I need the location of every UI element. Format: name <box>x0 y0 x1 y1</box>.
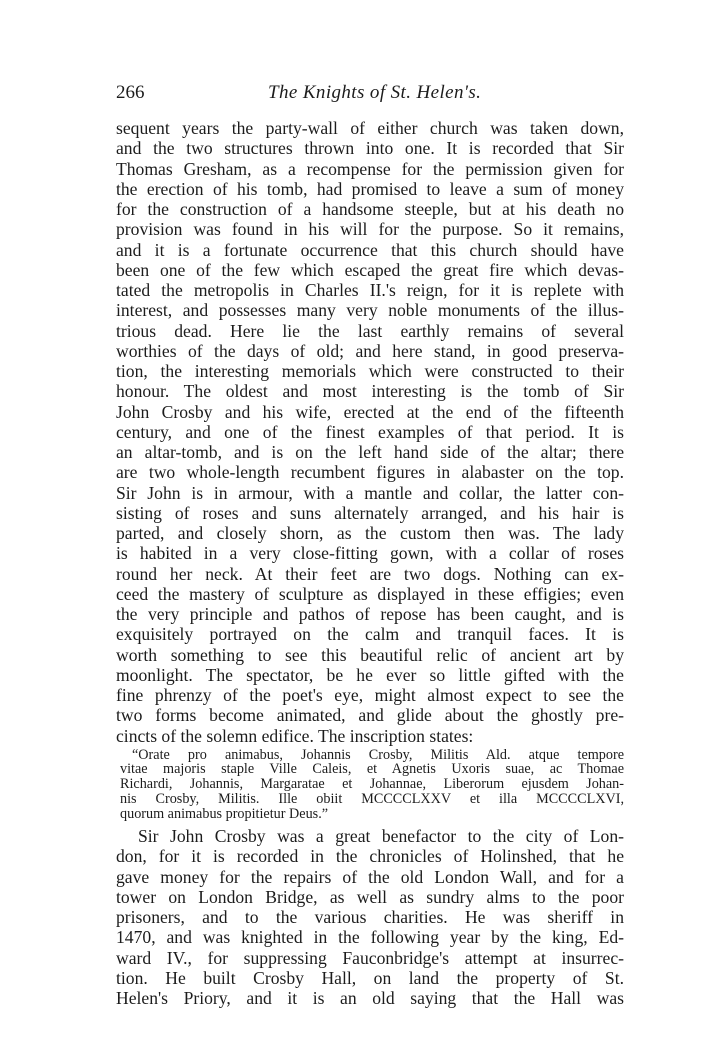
text-line: tion, the interesting memorials which were constructed to their <box>116 361 624 381</box>
text-line: the very principle and pathos of repose has been caught, and is <box>116 604 624 624</box>
text-line: Sir John is in armour, with a mantle and collar, the latter con- <box>116 482 624 503</box>
text-line: honour. The oldest and most interesting is the tomb of Sir <box>116 381 624 402</box>
text-line: ceed the mastery of sculpture as displayed in these effigies; even <box>116 583 624 604</box>
text-line: two forms become animated, and glide about the ghostly pre- <box>116 705 624 726</box>
text-line: 1470, and was knighted in the following year by the king, Ed- <box>116 927 624 948</box>
text-line: exquisitely portrayed on the calm and tranquil faces. It is <box>116 624 624 645</box>
page-number: 266 <box>116 82 145 103</box>
quote-line: nis Crosby, Militis. Ille obiit MCCCCLXXV et illa MCCCCLXVI, <box>120 791 624 807</box>
quote-line: Richardi, Johannis, Margaratae et Johannae, Liberorum ejusdem Johan- <box>120 777 624 792</box>
text-line: cincts of the solemn edifice. The inscription states: <box>116 725 474 746</box>
text-line: is habited in a very close-fitting gown, with a collar of roses <box>116 543 624 564</box>
text-line: fine phrenzy of the poet's eye, might almost expect to see the <box>116 685 624 705</box>
text-line: don, for it is recorded in the chronicles of Holinshed, that he <box>116 846 624 867</box>
text-line: Thomas Gresham, as a recompense for the permission given for <box>116 158 624 179</box>
text-line: provision was found in his will for the purpose. So it remains, <box>116 219 624 240</box>
text-line: worthies of the days of old; and here stand, in good preserva- <box>116 340 624 361</box>
text-line: and the two structures thrown into one. It is recorded that Sir <box>116 138 624 159</box>
quote-line: “Orate pro animabus, Johannis Crosby, Militis Ald. atque tempore <box>132 747 624 763</box>
text-line: moonlight. The spectator, be he ever so little gifted with the <box>116 664 624 685</box>
text-line: gave money for the repairs of the old London Wall, and for a <box>116 866 624 887</box>
text-line: ward IV., for suppressing Fauconbridge's attempt at insurrec- <box>116 947 624 968</box>
running-title: The Knights of St. Helen's. <box>268 82 482 103</box>
text-line: tated the metropolis in Charles II.'s reign, for it is replete with <box>116 280 624 300</box>
text-line: Helen's Priory, and it is an old saying that the Hall was <box>116 988 624 1009</box>
paragraph-2 <box>116 826 624 1008</box>
text-line: sequent years the party-wall of either church was taken down, <box>116 118 624 138</box>
text-line: the erection of his tomb, had promised to leave a sum of money <box>116 178 624 199</box>
text-line: interest, and possesses many very noble monuments of the illus- <box>116 300 624 321</box>
text-line: tion. He built Crosby Hall, on land the property of St. <box>116 967 624 988</box>
text-line: trious dead. Here lie the last earthly remains of several <box>116 320 624 341</box>
text-line: worth something to see this beautiful relic of ancient art by <box>116 644 624 665</box>
inscription-quote <box>120 748 624 821</box>
text-line: round her neck. At their feet are two dogs. Nothing can ex- <box>116 563 624 584</box>
text-line: Sir John Crosby was a great benefactor to the city of Lon- <box>138 826 624 847</box>
paragraph-1 <box>116 118 624 746</box>
text-line: John Crosby and his wife, erected at the end of the fifteenth <box>116 401 624 422</box>
text-line: sisting of roses and suns alternately arranged, and his hair is <box>116 502 624 523</box>
text-line: century, and one of the finest examples of that period. It is <box>116 421 624 442</box>
quote-line: vitae majoris staple Ville Caleis, et Agnetis Uxoris suae, ac Thomae <box>120 762 624 778</box>
text-line: for the construction of a handsome steeple, but at his death no <box>116 199 624 219</box>
running-head <box>116 82 624 110</box>
text-line: parted, and closely shorn, as the custom then was. The lady <box>116 523 624 543</box>
text-line: are two whole-length recumbent figures in alabaster on the top. <box>116 462 624 483</box>
text-line: prisoners, and to the various charities. He was sheriff in <box>116 907 624 928</box>
book-page <box>116 82 624 1008</box>
text-line: and it is a fortunate occurrence that this church should have <box>116 239 624 260</box>
text-line: tower on London Bridge, as well as sundry alms to the poor <box>116 886 624 907</box>
text-line: been one of the few which escaped the great fire which devas- <box>116 259 624 280</box>
quote-line: quorum animabus propitietur Deus.” <box>120 806 329 822</box>
text-line: an altar-tomb, and is on the left hand side of the altar; there <box>116 442 624 462</box>
